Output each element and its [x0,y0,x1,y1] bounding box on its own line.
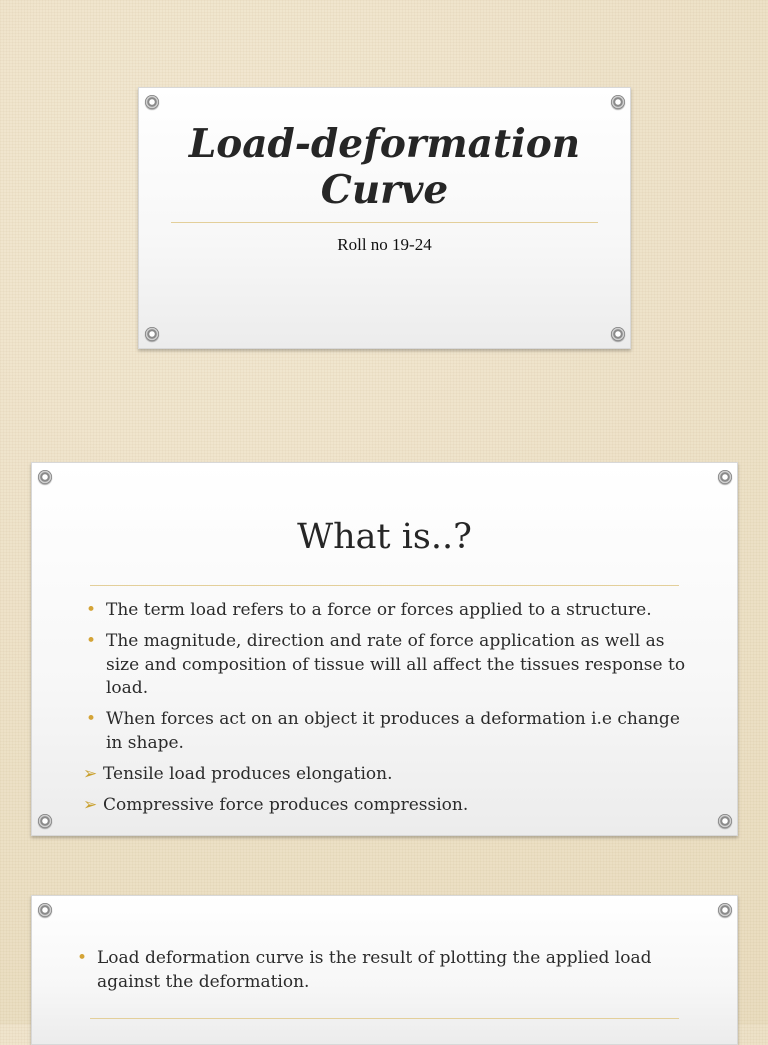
list-item [86,599,686,623]
bullet-icon: • [86,600,97,620]
slide-title [139,121,630,213]
bullet-icon: • [86,631,97,651]
list-item-text: The term load refers to a force or forces applied to a structure. [106,600,652,620]
title-slide [138,87,631,349]
bullet-list [77,947,677,1002]
bullet-icon: • [86,709,97,729]
arrow-bullet-icon: ➢ [83,763,98,784]
list-item-text: Tensile load produces elongation. [103,763,393,784]
list-item-text: Load deformation curve is the result of plotting the applied load against the deformation. [97,948,652,992]
list-item-text: The magnitude, direction and rate of force application as well as size and composition of tissue will all affect the tissues response to load. [106,631,686,698]
arrow-bullet-icon: ➢ [83,794,98,815]
slide-title-line-1: Load-deformation [188,121,581,167]
list-item [77,947,677,994]
slide-subtitle: Roll no 19-24 [337,235,432,254]
list-item [83,763,686,787]
list-item [86,708,686,755]
list-item [86,630,686,701]
pin-icon [611,95,625,109]
pin-icon [38,903,52,917]
title-divider [171,222,598,223]
pin-icon [38,814,52,828]
heading-divider [90,585,679,586]
bullet-icon: • [77,948,88,968]
list-item [83,794,686,818]
pin-icon [718,814,732,828]
pin-icon [718,470,732,484]
definition-slide [31,895,738,1045]
pin-icon [611,327,625,341]
list-item-text: When forces act on an object it produces a deformation i.e change in shape. [106,709,680,753]
what-is-slide [31,462,738,836]
list-item-text: Compressive force produces compression. [103,794,469,815]
pin-icon [145,95,159,109]
slide-heading: What is..? [297,517,472,557]
bullet-list [83,599,686,825]
content-divider [90,1018,679,1019]
pin-icon [718,903,732,917]
pin-icon [38,470,52,484]
pin-icon [145,327,159,341]
slide-title-line-2: Curve [320,167,449,213]
